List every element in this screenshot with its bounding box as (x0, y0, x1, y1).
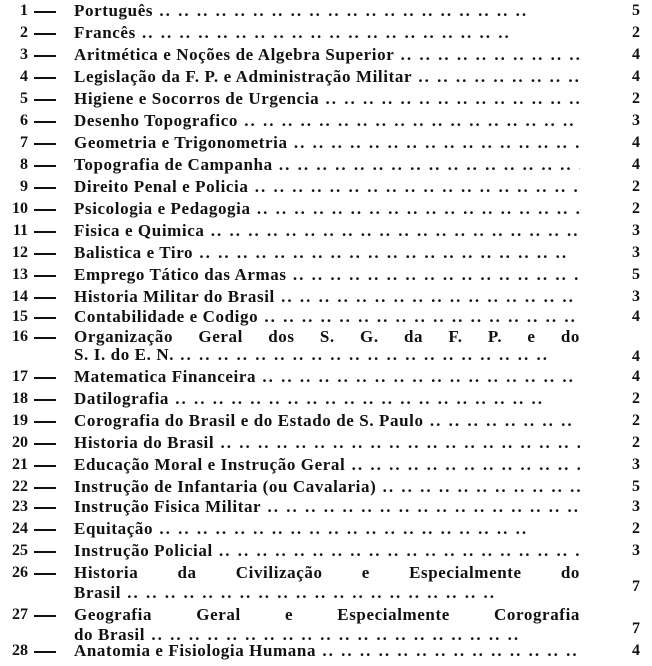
em-dash (34, 465, 56, 467)
item-value: 2 (632, 178, 640, 195)
subject-name: Fisica e Quimica .. .. (74, 220, 580, 242)
item-number: 23 (12, 498, 28, 515)
item-number: 15 (12, 308, 28, 325)
item-value: 4 (632, 68, 640, 85)
item-number: 17 (12, 368, 28, 385)
em-dash (34, 651, 56, 653)
list-item (0, 366, 652, 388)
item-value: 3 (632, 244, 640, 261)
item-value: 2 (632, 520, 640, 537)
item-value: 4 (632, 46, 640, 63)
item-number: 20 (12, 434, 28, 451)
item-number: 12 (12, 244, 28, 261)
em-dash (34, 231, 56, 233)
subject-name: Aritmética e Noções de Algebra Superior .. .. (74, 44, 580, 66)
list-item (0, 264, 652, 286)
item-value: 3 (632, 498, 640, 515)
list-item (0, 388, 652, 410)
item-number: 2 (20, 24, 28, 41)
list-item (0, 198, 652, 220)
subject-name: Legislação da F. P. e Administração Militar .. .. (74, 66, 580, 88)
item-value: 2 (632, 90, 640, 107)
em-dash (34, 399, 56, 401)
subject-name-continuation: Brasil .. .. (74, 582, 580, 604)
item-number: 9 (20, 178, 28, 195)
subject-name: Balistica e Tiro .. .. (74, 242, 580, 264)
list-item (0, 306, 652, 328)
em-dash (34, 297, 56, 299)
item-number: 8 (20, 156, 28, 173)
item-value: 4 (632, 348, 640, 365)
subject-name-continuation: S. I. do E. N. .. .. (74, 344, 580, 366)
subject-name: Psicologia e Pedagogia .. .. (74, 198, 580, 220)
list-item (0, 562, 652, 584)
item-value: 3 (632, 542, 640, 559)
item-value: 2 (632, 24, 640, 41)
item-number: 21 (12, 456, 28, 473)
subject-name: Emprego Tático das Armas .. .. (74, 264, 580, 286)
item-number: 3 (20, 46, 28, 63)
item-value: 2 (632, 434, 640, 451)
subject-name: Educação Moral e Instrução Geral .. .. (74, 454, 580, 476)
item-value: 4 (632, 308, 640, 325)
em-dash (34, 529, 56, 531)
item-value: 3 (632, 456, 640, 473)
item-value: 5 (632, 266, 640, 283)
subject-name: Topografia de Campanha .. .. (74, 154, 580, 176)
item-number: 26 (12, 564, 28, 581)
item-value: 4 (632, 156, 640, 173)
subject-name: Higiene e Socorros de Urgencia .. .. (74, 88, 580, 110)
item-value: 2 (632, 390, 640, 407)
em-dash (34, 573, 56, 575)
subject-name: Historia Militar do Brasil .. .. (74, 286, 580, 308)
subject-name: Contabilidade e Codigo .. .. (74, 306, 580, 328)
item-number: 24 (12, 520, 28, 537)
item-number: 16 (12, 328, 28, 345)
list-item (0, 110, 652, 132)
em-dash (34, 317, 56, 319)
em-dash (34, 253, 56, 255)
list-item (0, 410, 652, 432)
item-value: 3 (632, 288, 640, 305)
item-value: 4 (632, 368, 640, 385)
item-number: 5 (20, 90, 28, 107)
item-number: 11 (12, 222, 28, 239)
em-dash (34, 121, 56, 123)
item-value: 7 (632, 620, 640, 637)
em-dash (34, 55, 56, 57)
em-dash (34, 143, 56, 145)
em-dash (34, 33, 56, 35)
subject-name: Direito Penal e Policia .. .. (74, 176, 580, 198)
list-item (0, 454, 652, 476)
em-dash (34, 615, 56, 617)
subject-name: Desenho Topografico .. .. (74, 110, 580, 132)
em-dash (34, 443, 56, 445)
item-number: 4 (20, 68, 28, 85)
subject-name: Historia do Brasil .. .. (74, 432, 580, 454)
item-value: 5 (632, 2, 640, 19)
item-number: 22 (12, 478, 28, 495)
em-dash (34, 165, 56, 167)
subject-name: Equitação .. .. (74, 518, 580, 540)
em-dash (34, 551, 56, 553)
list-item (0, 154, 652, 176)
subject-name: Datilografia .. .. (74, 388, 580, 410)
item-number: 25 (12, 542, 28, 559)
list-item (0, 432, 652, 454)
list-item (0, 220, 652, 242)
em-dash (34, 377, 56, 379)
list-item (0, 476, 652, 498)
item-number: 13 (12, 266, 28, 283)
item-value: 3 (632, 112, 640, 129)
subject-name: Matematica Financeira .. .. (74, 366, 580, 388)
item-number: 10 (12, 200, 28, 217)
item-number: 19 (12, 412, 28, 429)
subject-name: Português .. .. (74, 0, 580, 22)
subject-name: Francês .. .. (74, 22, 580, 44)
em-dash (34, 337, 56, 339)
list-item (0, 242, 652, 264)
list-item (0, 604, 652, 626)
subject-name: Organização Geral dos S. G. da F. P. e do (74, 327, 580, 346)
subject-name: Instrução Policial .. .. (74, 540, 580, 562)
em-dash (34, 209, 56, 211)
em-dash (34, 487, 56, 489)
list-item (0, 286, 652, 308)
list-item (0, 496, 652, 518)
item-number: 14 (12, 288, 28, 305)
em-dash (34, 99, 56, 101)
list-item (0, 88, 652, 110)
item-value: 7 (632, 578, 640, 595)
em-dash (34, 507, 56, 509)
subject-name-continuation: do Brasil .. .. (74, 624, 580, 646)
item-number: 7 (20, 134, 28, 151)
em-dash (34, 187, 56, 189)
subject-name: Instrução de Infantaria (ou Cavalaria) .. .. (74, 476, 580, 498)
item-number: 27 (12, 606, 28, 623)
item-number: 1 (20, 2, 28, 19)
subject-name: Instrução Fisica Militar .. .. (74, 496, 580, 518)
list-item (0, 66, 652, 88)
item-number: 6 (20, 112, 28, 129)
em-dash (34, 275, 56, 277)
item-value: 2 (632, 200, 640, 217)
item-value: 3 (632, 222, 640, 239)
item-value: 2 (632, 412, 640, 429)
list-item (0, 132, 652, 154)
list-item (0, 518, 652, 540)
list-item (0, 22, 652, 44)
item-value: 4 (632, 642, 640, 659)
item-number: 18 (12, 390, 28, 407)
subject-name: Historia da Civilização e Especialmente do (74, 563, 580, 582)
list-item (0, 0, 652, 22)
list-item (0, 176, 652, 198)
em-dash (34, 421, 56, 423)
subject-name: Geografia Geral e Especialmente Corografia (74, 605, 580, 624)
subject-name: Geometria e Trigonometria .. .. (74, 132, 580, 154)
list-item (0, 540, 652, 562)
item-number: 28 (12, 642, 28, 659)
list-item (0, 640, 652, 662)
item-value: 4 (632, 134, 640, 151)
em-dash (34, 11, 56, 13)
subject-name: Corografia do Brasil e do Estado de S. Paulo .. .. (74, 410, 580, 432)
em-dash (34, 77, 56, 79)
item-value: 5 (632, 478, 640, 495)
subject-name: Anatomia e Fisiologia Humana .. .. (74, 640, 580, 662)
list-item (0, 44, 652, 66)
